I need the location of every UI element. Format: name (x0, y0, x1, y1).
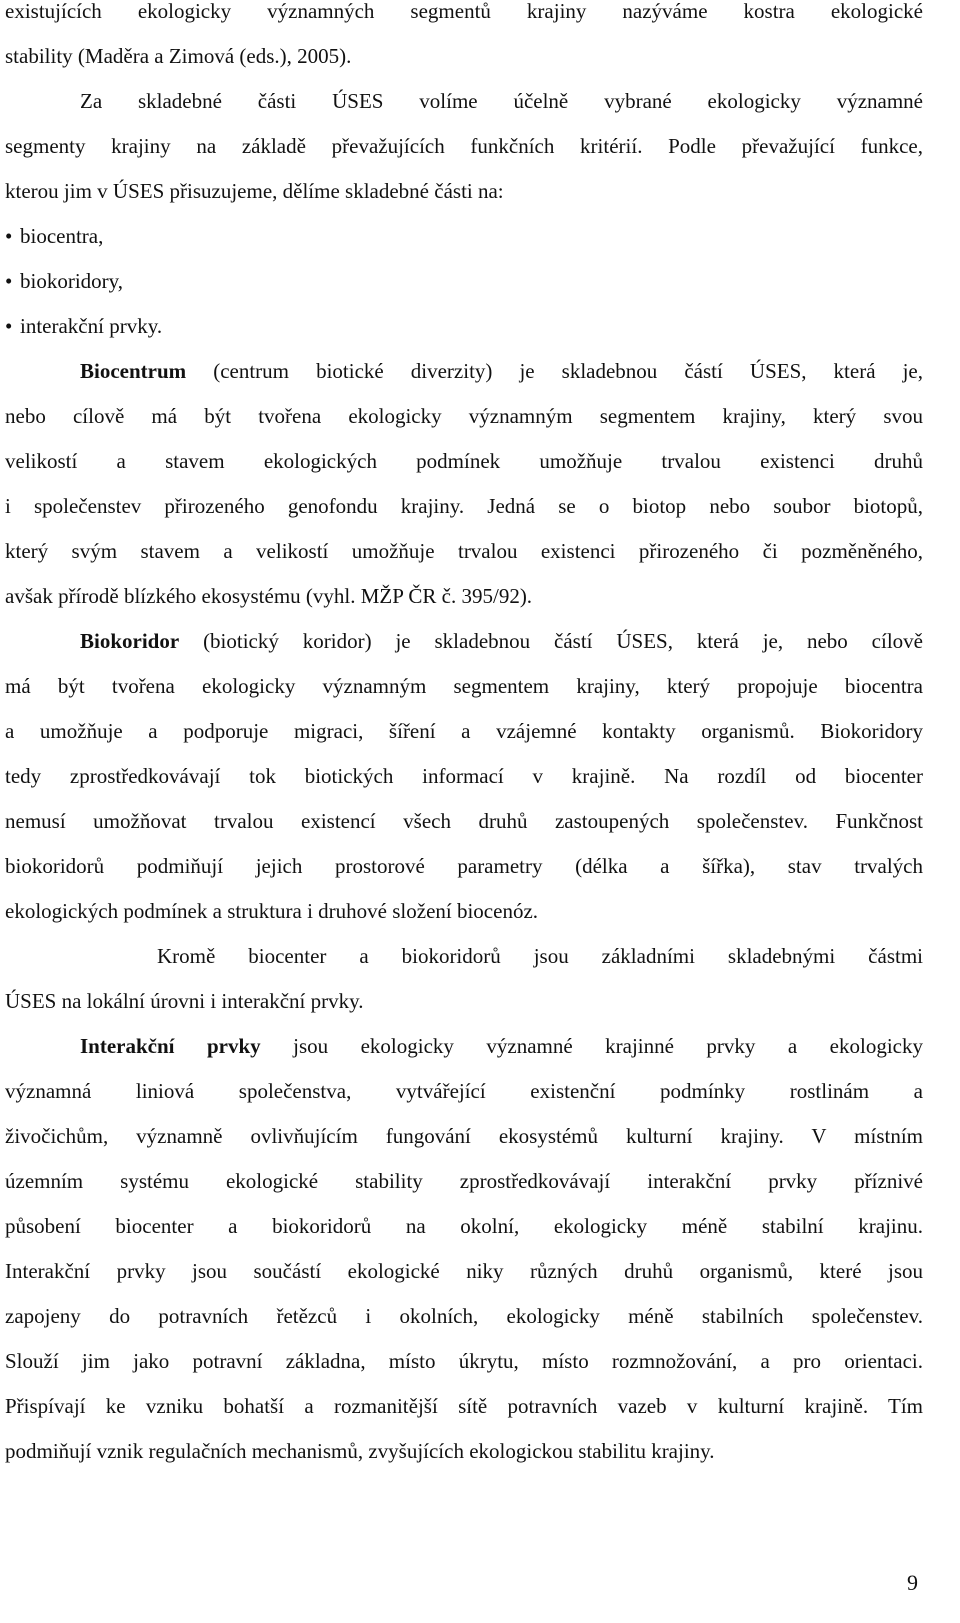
text-line: Přispívají ke vzniku bohatší a rozmanitější sítě potravních vazeb v kulturní krajině. Tím (5, 1394, 923, 1418)
text-line: existujících ekologicky významných segmentů krajiny nazýváme kostra ekologické (5, 0, 923, 23)
text-line: Interakční prvky jsou součástí ekologické niky různých druhů organismů, které jsou (5, 1259, 923, 1283)
text-line: biokoridorů podmiňují jejich prostorové parametry (délka a šířka), stav trvalých (5, 854, 923, 878)
text-line: nebo cílově má být tvořena ekologicky významným segmentem krajiny, který svou (5, 404, 923, 428)
term-interakcni-prvky: Interakční prvky (80, 1034, 261, 1058)
text-line: velikostí a stavem ekologických podmínek umožňuje trvalou existenci druhů (5, 449, 923, 473)
text-line: územním systému ekologické stability zprostředkovávají interakční prvky příznivé (5, 1169, 923, 1193)
text-line: Biokoridor (biotický koridor) je skladebnou částí ÚSES, která je, nebo cílově (80, 629, 923, 653)
text-line: tedy zprostředkovávají tok biotických informací v krajině. Na rozdíl od biocenter (5, 764, 923, 788)
paragraph-interakcni-prvky (5, 1024, 923, 1474)
term-biocentrum: Biocentrum (80, 359, 187, 383)
bullet-icon: • (5, 269, 13, 293)
paragraph-krome-biocenter (5, 934, 923, 1024)
text-line: ekologických podmínek a struktura i druhové složení biocenóz. (5, 899, 539, 923)
text-line: Biocentrum (centrum biotické diverzity) je skladebnou částí ÚSES, která je, (80, 359, 923, 383)
text-line: ÚSES na lokální úrovni i interakční prvky. (5, 989, 364, 1013)
paragraph-biokoridor (5, 619, 923, 934)
text-line: Interakční prvky jsou ekologicky významné krajinné prvky a ekologicky (80, 1034, 923, 1058)
text-line: působení biocenter a biokoridorů na okolní, ekologicky méně stabilní krajinu. (5, 1214, 923, 1238)
paragraph-intro-continued (5, 0, 923, 79)
list-item: • biokoridory, (5, 259, 162, 304)
text-line: kterou jim v ÚSES přisuzujeme, dělíme skladebné části na: (5, 179, 504, 203)
text-line: i společenstev přirozeného genofondu krajiny. Jedná se o biotop nebo soubor biotopů, (5, 494, 923, 518)
paragraph-biocentrum (5, 349, 923, 619)
text-line: Slouží jim jako potravní základna, místo úkrytu, místo rozmnožování, a pro orientaci. (5, 1349, 923, 1373)
text-line: stability (Maděra a Zimová (eds.), 2005). (5, 44, 352, 68)
text-line: významná liniová společenstva, vytvářející existenční podmínky rostlinám a (5, 1079, 923, 1103)
bullet-icon: • (5, 224, 13, 248)
list-item: • interakční prvky. (5, 304, 162, 349)
bullet-list (5, 214, 162, 349)
text-line: nemusí umožňovat trvalou existencí všech druhů zastoupených společenstev. Funkčnost (5, 809, 923, 833)
text-line: avšak přírodě blízkého ekosystému (vyhl. MŽP ČR č. 395/92). (5, 584, 533, 608)
text-line: živočichům, významně ovlivňujícím fungování ekosystémů kulturní krajiny. V místním (5, 1124, 923, 1148)
paragraph-skladebne-casti (5, 79, 923, 214)
bullet-icon: • (5, 314, 13, 338)
text-line: a umožňuje a podporuje migraci, šíření a vzájemné kontakty organismů. Biokoridory (5, 719, 923, 743)
text-line: má být tvořena ekologicky významným segmentem krajiny, který propojuje biocentra (5, 674, 923, 698)
list-item: • biocentra, (5, 214, 162, 259)
text-line: Kromě biocenter a biokoridorů jsou základními skladebnými částmi (157, 944, 923, 968)
text-line: podmiňují vznik regulačních mechanismů, zvyšujících ekologickou stabilitu krajiny. (5, 1439, 715, 1463)
text-line: segmenty krajiny na základě převažujících funkčních kritérií. Podle převažující funkce, (5, 134, 923, 158)
page-number: 9 (907, 1570, 918, 1595)
term-biokoridor: Biokoridor (80, 629, 180, 653)
text-line: který svým stavem a velikostí umožňuje trvalou existenci přirozeného či pozměněného, (5, 539, 923, 563)
text-line: zapojeny do potravních řetězců i okolních, ekologicky méně stabilních společenstev. (5, 1304, 923, 1328)
text-line: Za skladebné části ÚSES volíme účelně vybrané ekologicky významné (80, 89, 923, 113)
